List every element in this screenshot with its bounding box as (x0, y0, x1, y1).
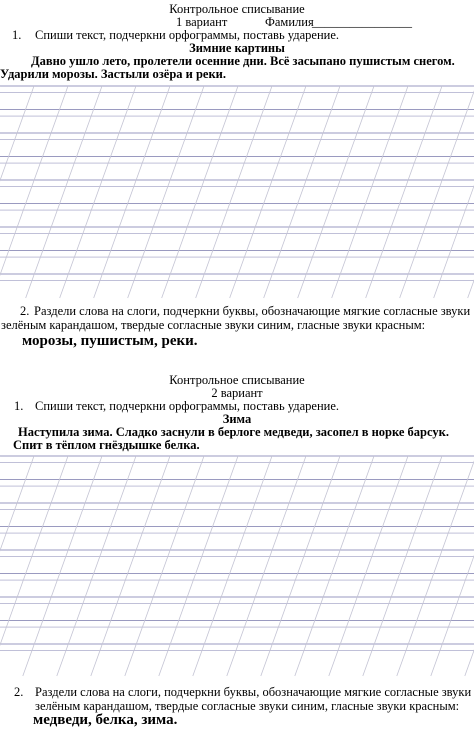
text-title: Зимние картины (189, 41, 285, 55)
variant1-label: 1 вариант (176, 15, 228, 29)
slant-line (227, 456, 306, 676)
slant-line (0, 86, 34, 298)
task1-number: 1. (14, 399, 24, 413)
slant-line (60, 86, 136, 298)
task2-number: 2. (20, 304, 30, 318)
task2-line-1: Раздели слова на слоги, подчеркни буквы, обозначающие мягкие согласные звуки (34, 304, 471, 318)
slant-line (400, 86, 474, 298)
text-line-1: Давно ушло лето, пролетели осенние дни. Всё засыпано пушистым снегом. (31, 54, 455, 68)
slant-line (363, 456, 442, 676)
task2-line-2: зелёным карандашом, твердые согласные звуки синим, гласные звуки красным: (35, 699, 460, 713)
slant-line (162, 86, 238, 298)
task1-number: 1. (12, 28, 22, 42)
slant-line (468, 86, 474, 298)
slant-line (91, 456, 170, 676)
task2-line-1: Раздели слова на слоги, подчеркни буквы, обозначающие мягкие согласные звуки (35, 685, 472, 699)
task2-line-2: зелёным карандашом, твердые согласные звуки синим, гласные звуки красным: (1, 318, 426, 332)
text-line-2: Спит в тёплом гнёздышке белка. (13, 438, 200, 452)
task2-words: морозы, пушистым, реки. (22, 333, 198, 349)
text-line-2: Ударили морозы. Застыли озёра и реки. (0, 67, 227, 81)
slant-line (230, 86, 306, 298)
slant-line (264, 86, 340, 298)
slant-line (159, 456, 238, 676)
task1-text: Спиши текст, подчеркни орфограммы, поставь ударение. (35, 399, 340, 413)
surname-blank: ________________ (312, 15, 412, 29)
task1-text: Спиши текст, подчеркни орфограммы, поставь ударение. (35, 28, 340, 42)
slant-line (261, 456, 340, 676)
variant2-title: Контрольное списывание (169, 373, 305, 387)
ruling-block-variant2 (0, 456, 474, 676)
slant-line (125, 456, 204, 676)
slant-line (0, 86, 68, 298)
slant-line (397, 456, 474, 676)
slant-line (329, 456, 408, 676)
slant-line (431, 456, 474, 676)
task2-number: 2. (14, 685, 24, 699)
slant-line (465, 456, 474, 676)
surname-label: Фамилия (265, 15, 314, 29)
slant-line (0, 456, 34, 676)
text-title: Зима (222, 412, 252, 426)
slant-line (128, 86, 204, 298)
task2-words: медведи, белка, зима. (33, 712, 178, 728)
slant-line (298, 86, 374, 298)
variant2-label: 2 вариант (211, 386, 263, 400)
text-line-1: Наступила зима. Сладко заснули в берлоге медведи, засопел в норке барсук. (18, 425, 449, 439)
slant-line (23, 456, 102, 676)
slant-line (94, 86, 170, 298)
slant-line (295, 456, 374, 676)
slant-line (434, 86, 474, 298)
variant1-title: Контрольное списывание (169, 2, 305, 16)
slant-line (0, 456, 68, 676)
ruling-block-variant1 (0, 86, 474, 298)
slant-line (193, 456, 272, 676)
slant-line (366, 86, 442, 298)
slant-line (26, 86, 102, 298)
slant-line (196, 86, 272, 298)
slant-line (332, 86, 408, 298)
slant-line (57, 456, 136, 676)
